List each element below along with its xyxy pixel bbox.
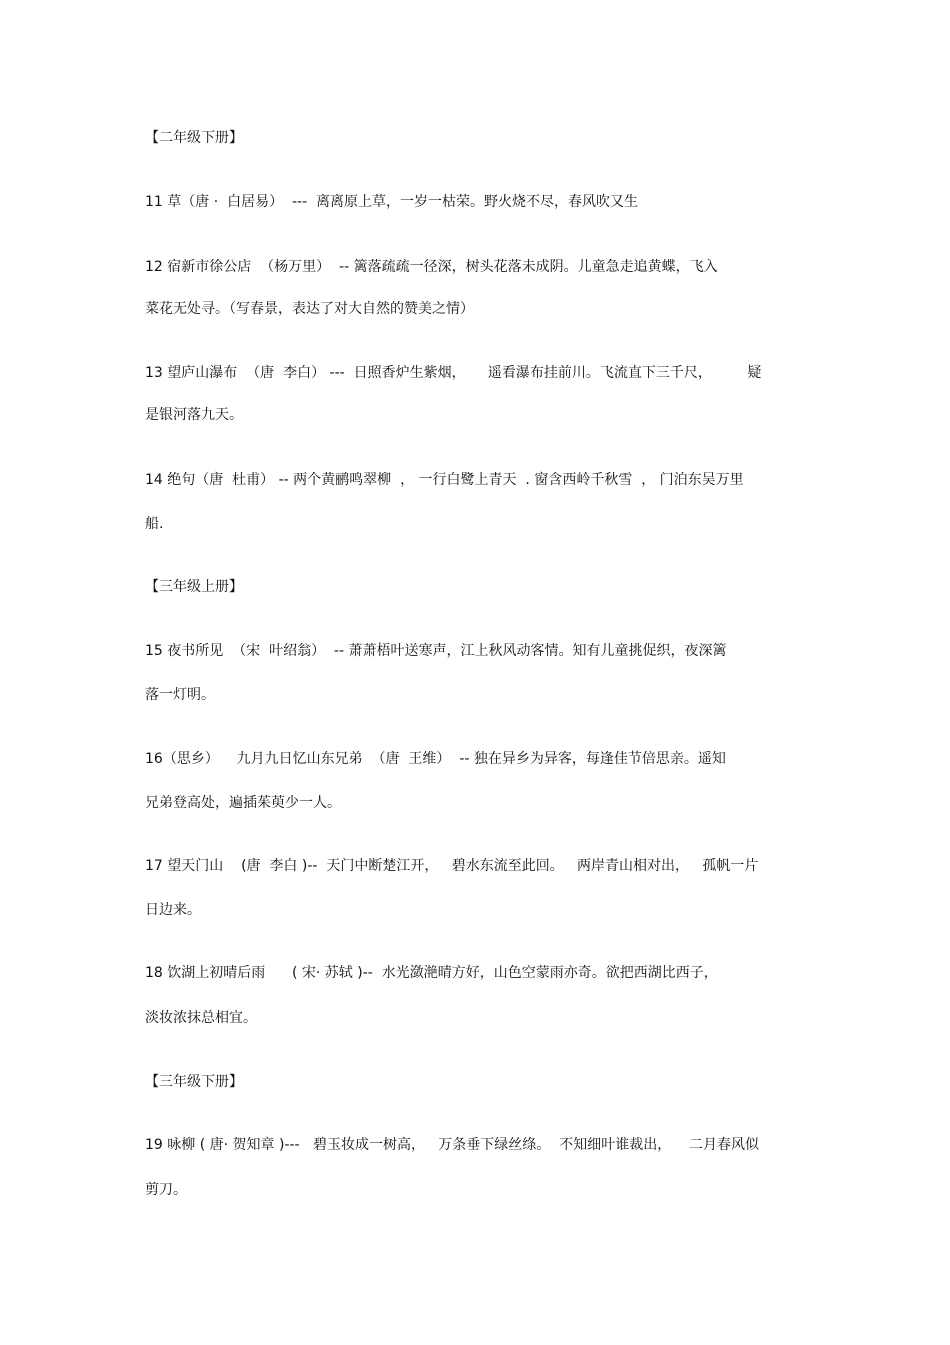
poem-line: 船. xyxy=(145,516,164,532)
poem-line: 菜花无处寻。（写春景，表达了对大自然的赞美之情） xyxy=(145,301,474,317)
section-heading-grade3-upper: 【三年级上册】 xyxy=(145,579,243,595)
poem-line: 是银河落九天。 xyxy=(145,407,243,423)
poem-line: 15 夜书所见 （宋 叶绍翁） -- 萧萧梧叶送寒声，江上秋风动客情。知有儿童挑促织，夜深篱 xyxy=(145,643,727,659)
poem-line: 17 望天门山 (唐 李白 )-- 天门中断楚江开， 碧水东流至此回。 两岸青山相对出， 孤帆一片 xyxy=(145,858,759,874)
poem-line: 12 宿新市徐公店 （杨万里） -- 篱落疏疏一径深，树头花落未成阴。儿童急走追黄蝶，飞入 xyxy=(145,259,718,275)
section-heading-grade2-lower: 【二年级下册】 xyxy=(145,130,243,146)
poem-line: 16（思乡） 九月九日忆山东兄弟 （唐 王维） -- 独在异乡为异客，每逢佳节倍思亲。遥知 xyxy=(145,751,726,767)
poem-line: 日边来。 xyxy=(145,902,201,918)
section-heading-grade3-lower: 【三年级下册】 xyxy=(145,1074,243,1090)
poem-line: 落一灯明。 xyxy=(145,687,215,703)
poem-line: 淡妆浓抹总相宜。 xyxy=(145,1010,257,1026)
poem-line: 11 草（唐 · 白居易） --- 离离原上草，一岁一枯荣。野火烧不尽，春风吹又生 xyxy=(145,194,639,210)
poem-line: 19 咏柳 ( 唐· 贺知章 )--- 碧玉妆成一树高， 万条垂下绿丝绦。 不知细叶谁裁出， 二月春风似 xyxy=(145,1137,759,1153)
poem-line: 剪刀。 xyxy=(145,1182,187,1198)
poem-line: 兄弟登高处，遍插茱萸少一人。 xyxy=(145,795,341,811)
poem-line: 18 饮湖上初晴后雨 ( 宋· 苏轼 )-- 水光潋滟晴方好，山色空蒙雨亦奇。欲把西湖比西子， xyxy=(145,965,718,981)
poem-line: 13 望庐山瀑布 （唐 李白） --- 日照香炉生紫烟， 遥看瀑布挂前川。飞流直下三千尺， 疑 xyxy=(145,365,762,381)
poem-line: 14 绝句（唐 杜甫） -- 两个黄鹂鸣翠柳 ， 一行白鹭上青天 . 窗含西岭千秋雪 ， 门泊东吴万里 xyxy=(145,472,744,488)
